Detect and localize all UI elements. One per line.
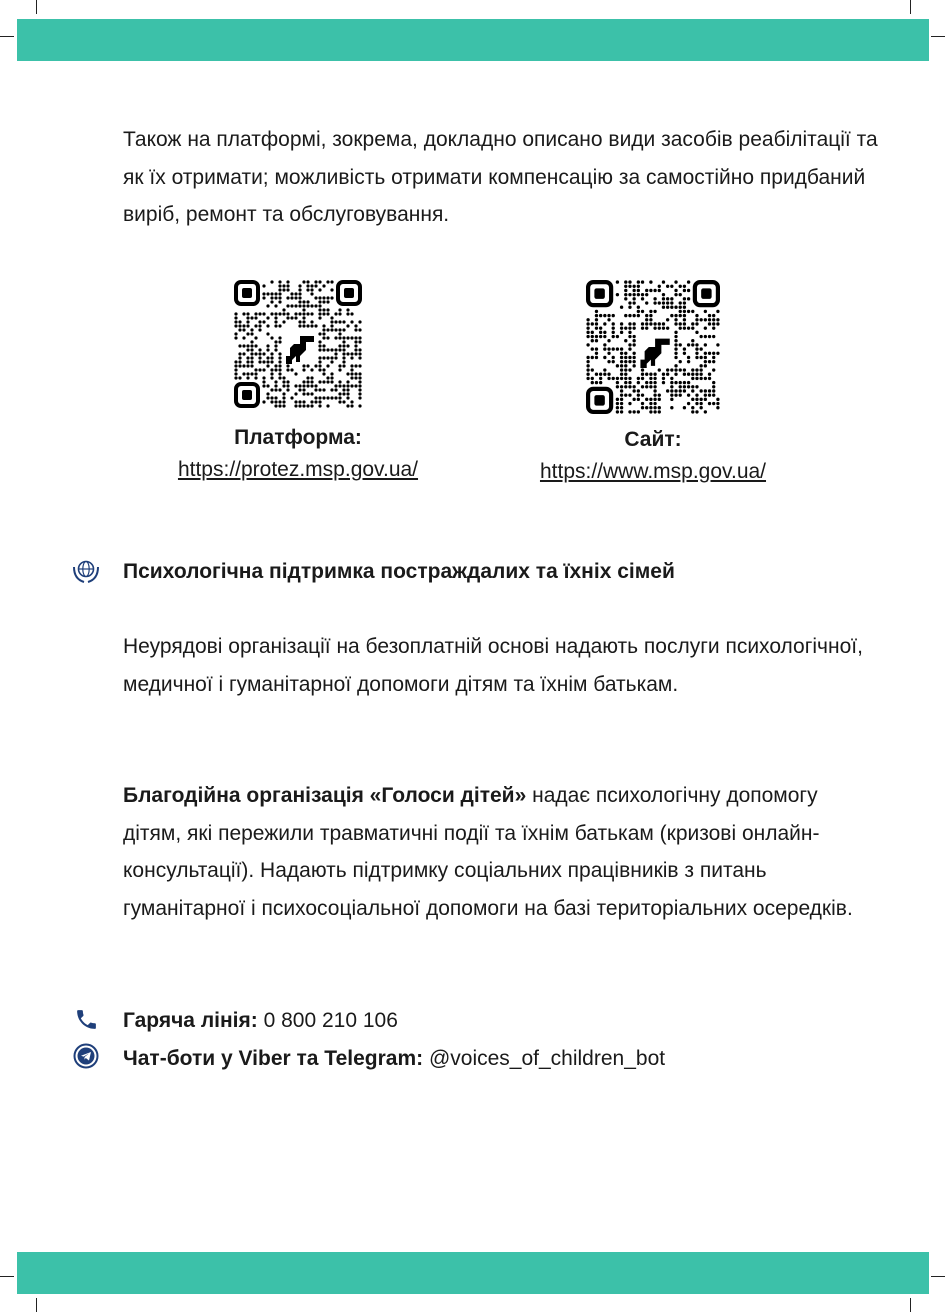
- section-heading: Психологічна підтримка постраждалих та їхніх сімей: [123, 560, 675, 583]
- crop-mark: [0, 36, 14, 37]
- qr-title-site: Сайт:: [624, 428, 682, 451]
- intro-paragraph: Також на платформі, зокрема, докладно описано види засобів реабілітації та як їх отримати; можливість отримати компенсацію за самостійно придбаний виріб, ремонт та обслуговування.: [123, 128, 878, 226]
- qr-code-site[interactable]: [586, 280, 720, 414]
- org-name: Благодійна організація «Голоси дітей»: [123, 784, 527, 807]
- crop-mark: [36, 0, 37, 14]
- crop-mark: [931, 36, 945, 37]
- crop-mark: [931, 1276, 945, 1277]
- qr-title-platform: Платформа:: [234, 426, 362, 449]
- hands-globe-icon: [72, 557, 100, 585]
- crop-mark: [0, 1276, 14, 1277]
- chatbot-label: Чат-боти у Viber та Telegram:: [123, 1047, 424, 1070]
- qr-code-platform[interactable]: [234, 280, 362, 408]
- hotline-number[interactable]: 0 800 210 106: [257, 1009, 398, 1032]
- platform-link[interactable]: https://protez.msp.gov.ua/: [177, 458, 419, 481]
- hotline-row: [123, 1007, 398, 1035]
- phone-icon: [74, 1007, 99, 1032]
- crop-mark: [36, 1298, 37, 1312]
- crop-mark: [910, 1298, 911, 1312]
- header-band: [17, 19, 929, 61]
- chatbot-row: [123, 1045, 665, 1073]
- chatbot-handle[interactable]: @voices_of_children_bot: [423, 1047, 666, 1070]
- site-link[interactable]: https://www.msp.gov.ua/: [539, 460, 767, 483]
- telegram-icon: [73, 1043, 99, 1069]
- org-description: надає психологічну допомогу дітям, які пережили травматичні події та їхнім батькам (кризові онлайн-консультації). Надають підтримку соціальних працівників з питань гуманітарної і психосоціальної допомоги на базі територіальних осередків.: [123, 784, 853, 920]
- org-paragraph: [123, 777, 873, 927]
- footer-band: [17, 1252, 929, 1294]
- qr-block-site: [503, 280, 803, 490]
- hotline-label: Гаряча лінія:: [123, 1009, 258, 1032]
- crop-mark: [910, 0, 911, 14]
- ngo-paragraph: Неурядові організації на безоплатній основі надають послуги психологічної, медичної і гуманітарної допомоги дітям та їхнім батькам.: [123, 635, 863, 696]
- qr-block-platform: [148, 280, 448, 488]
